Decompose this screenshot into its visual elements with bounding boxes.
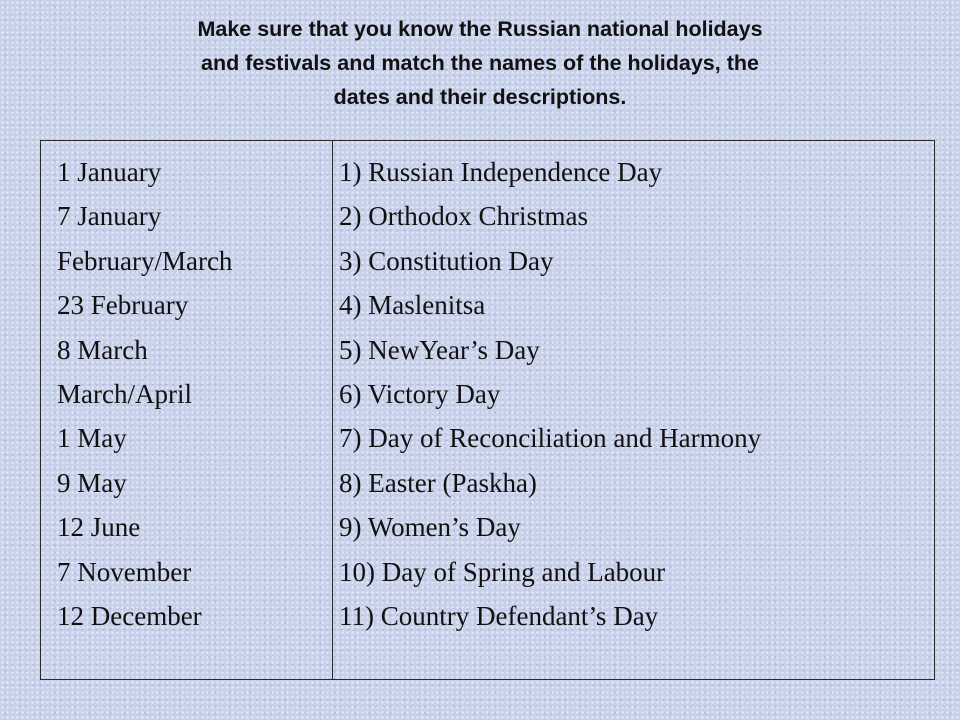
instruction-line: and festivals and match the names of the holidays, the	[201, 51, 759, 75]
holiday-item: 5) NewYear’s Day	[339, 334, 540, 365]
holiday-item: 9) Women’s Day	[339, 512, 521, 543]
date-item: 1 May	[57, 423, 127, 454]
instruction-heading	[20, 12, 940, 114]
holiday-item: 6) Victory Day	[339, 378, 501, 409]
holiday-item: 10) Day of Spring and Labour	[339, 556, 666, 587]
holiday-item: 1) Russian Independence Day	[339, 157, 663, 187]
holiday-item: 2) Orthodox Christmas	[339, 201, 588, 232]
date-item: 7 January	[57, 201, 162, 232]
date-item: March/April	[57, 378, 192, 409]
instruction-line: Make sure that you know the Russian national holidays	[197, 17, 763, 41]
column-divider	[332, 141, 333, 679]
date-item: February/March	[57, 245, 233, 276]
holiday-item: 4) Maslenitsa	[339, 290, 486, 321]
date-item: 1 January	[57, 157, 162, 187]
holiday-item: 11) Country Defendant’s Day	[339, 600, 659, 631]
dates-column	[57, 150, 232, 638]
date-item: 23 February	[57, 290, 189, 321]
holidays-column	[339, 150, 761, 638]
date-item: 7 November	[57, 556, 192, 587]
date-item: 12 December	[57, 600, 202, 631]
instruction-line: dates and their descriptions.	[333, 85, 627, 109]
date-item: 12 June	[57, 512, 141, 543]
date-item: 9 May	[57, 467, 127, 498]
holiday-item: 3) Constitution Day	[339, 245, 554, 276]
date-item: 8 March	[57, 334, 148, 365]
holiday-item: 8) Easter (Paskha)	[339, 467, 537, 498]
holiday-item: 7) Day of Reconciliation and Harmony	[339, 423, 762, 454]
matching-table	[40, 140, 935, 680]
